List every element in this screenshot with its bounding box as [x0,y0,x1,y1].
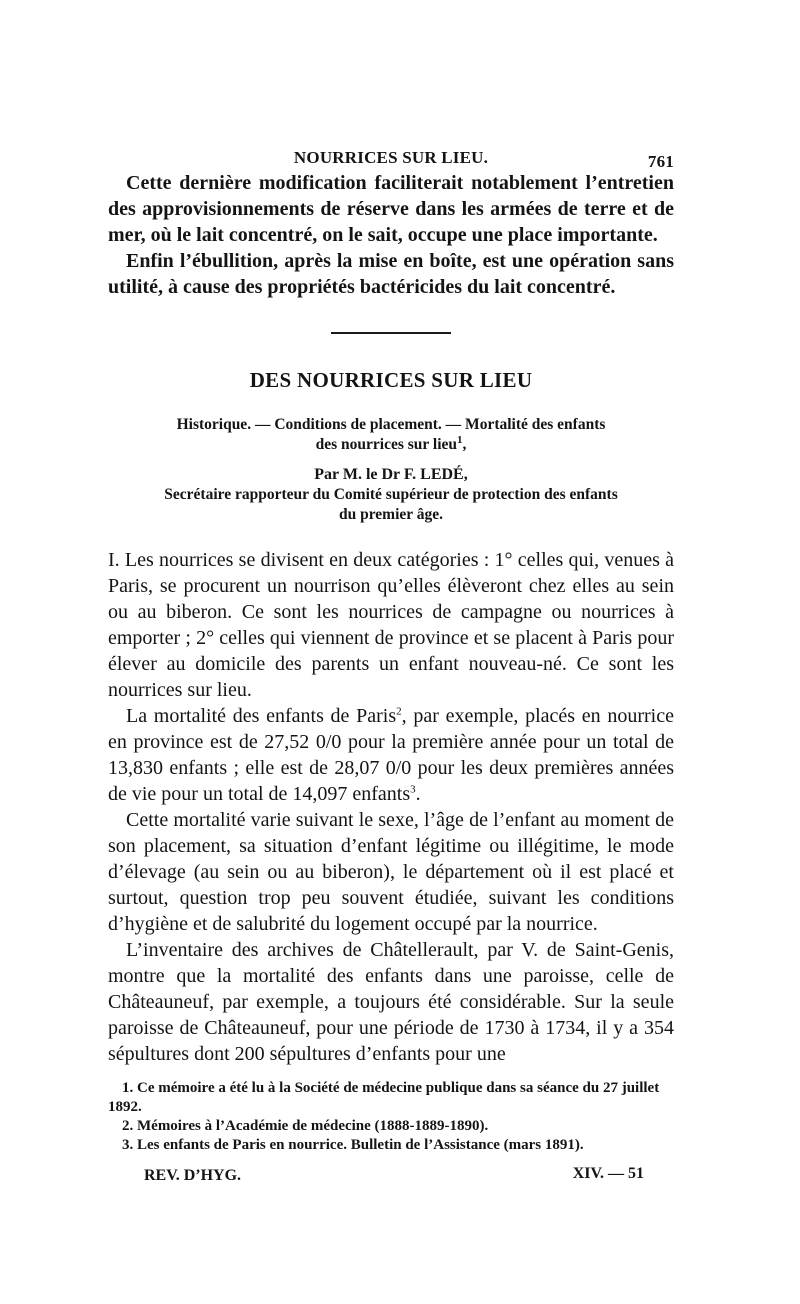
affiliation-line: du premier âge. [338,506,444,523]
section-divider [331,332,451,334]
footnote: 3. Les enfants de Paris en nourrice. Bulletin de l’Assistance (mars 1891). [122,1137,584,1153]
page-number: 761 [647,152,674,171]
footnote: 1. Ce mémoire a été lu à la Société de médecine publique dans sa séance du 27 juillet 1892. [108,1080,660,1115]
footnote: 2. Mémoires à l’Académie de médecine (1888-1889-1890). [122,1118,489,1134]
signature-mark: XIV. — 51 [572,1165,644,1182]
article-title: DES NOURRICES SUR LIEU [249,368,533,392]
body-paragraph [108,703,674,807]
footnote-marker: 2 [396,705,402,718]
footnote-marker: 3 [410,783,416,796]
article-subtitle: Historique. — Conditions de placement. — Mortalité des enfants des nourrices sur lieu$^1$, [176,416,606,453]
author-affiliation [108,485,674,525]
affiliation-line: Secrétaire rapporteur du Comité supérieur de protection des enfants [164,486,618,503]
document-page [108,140,674,1189]
opening-paragraph: Enfin l’ébullition, après la mise en boîte, est une opération sans utilité, à cause des propriétés bactéricides du lait concentré. [108,250,674,298]
body-paragraph: Cette mortalité varie suivant le sexe, l’âge de l’enfant au moment de son placement, sa situation d’enfant légitime ou illégitime, le mode d’élevage (au sein ou au biberon), le département où il est placé et surtout, question trop peu souvent étudiée, suivant les conditions d’hygiène et de salubrité du logement occupé par la nourrice. [108,809,674,935]
footnote-marker: 1 [457,433,463,446]
footnotes [108,1079,674,1155]
body-text: , par exemple, placés en nourrice en province est de 27,52 0/0 pour la première année pour un total de 13,830 enfants ; elle est de 28,07 0/0 pour les deux premières années de vie pour un total de 14,097 enfants [108,705,674,805]
subtitle-line: Historique. — Conditions de placement. — Mortalité des enfants [176,416,606,433]
body-text: La mortalité des enfants de Paris [126,705,397,727]
running-head [108,140,674,170]
journal-abbreviation: REV. D’HYG. [144,1167,242,1184]
opening-paragraph: Cette dernière modification faciliterait notablement l’entretien des approvisionnements de réserve dans les armées de terre et de mer, où le lait concentré, on le sait, occupe une place importante. [108,172,674,246]
subtitle-line: des nourrices sur lieu [315,436,457,453]
running-title: NOURRICES SUR LIEU. [293,148,489,167]
author-byline: Par M. le Dr F. LEDÉ, [314,466,468,483]
page-footer [108,1163,674,1189]
body-text: . [415,783,421,805]
body-paragraph: I. Les nourrices se divisent en deux catégories : 1° celles qui, venues à Paris, se procurent un nourrison qu’elles élèveront chez elles au sein ou au biberon. Ce sont les nourrices de campagne ou nourrices à emporter ; 2° celles qui viennent de province et se placent à Paris pour élever au domicile des parents un enfant nouveau-né. Ce sont les nourrices sur lieu. [108,549,674,701]
body-paragraph: L’inventaire des archives de Châtellerault, par V. de Saint-Genis, montre que la mortalité des enfants dans une paroisse, celle de Châteauneuf, par exemple, a toujours été considérable. Sur la seule paroisse de Châteauneuf, pour une période de 1730 à 1734, il y a 354 sépultures dont 200 sépultures d’enfants pour une [108,939,674,1065]
